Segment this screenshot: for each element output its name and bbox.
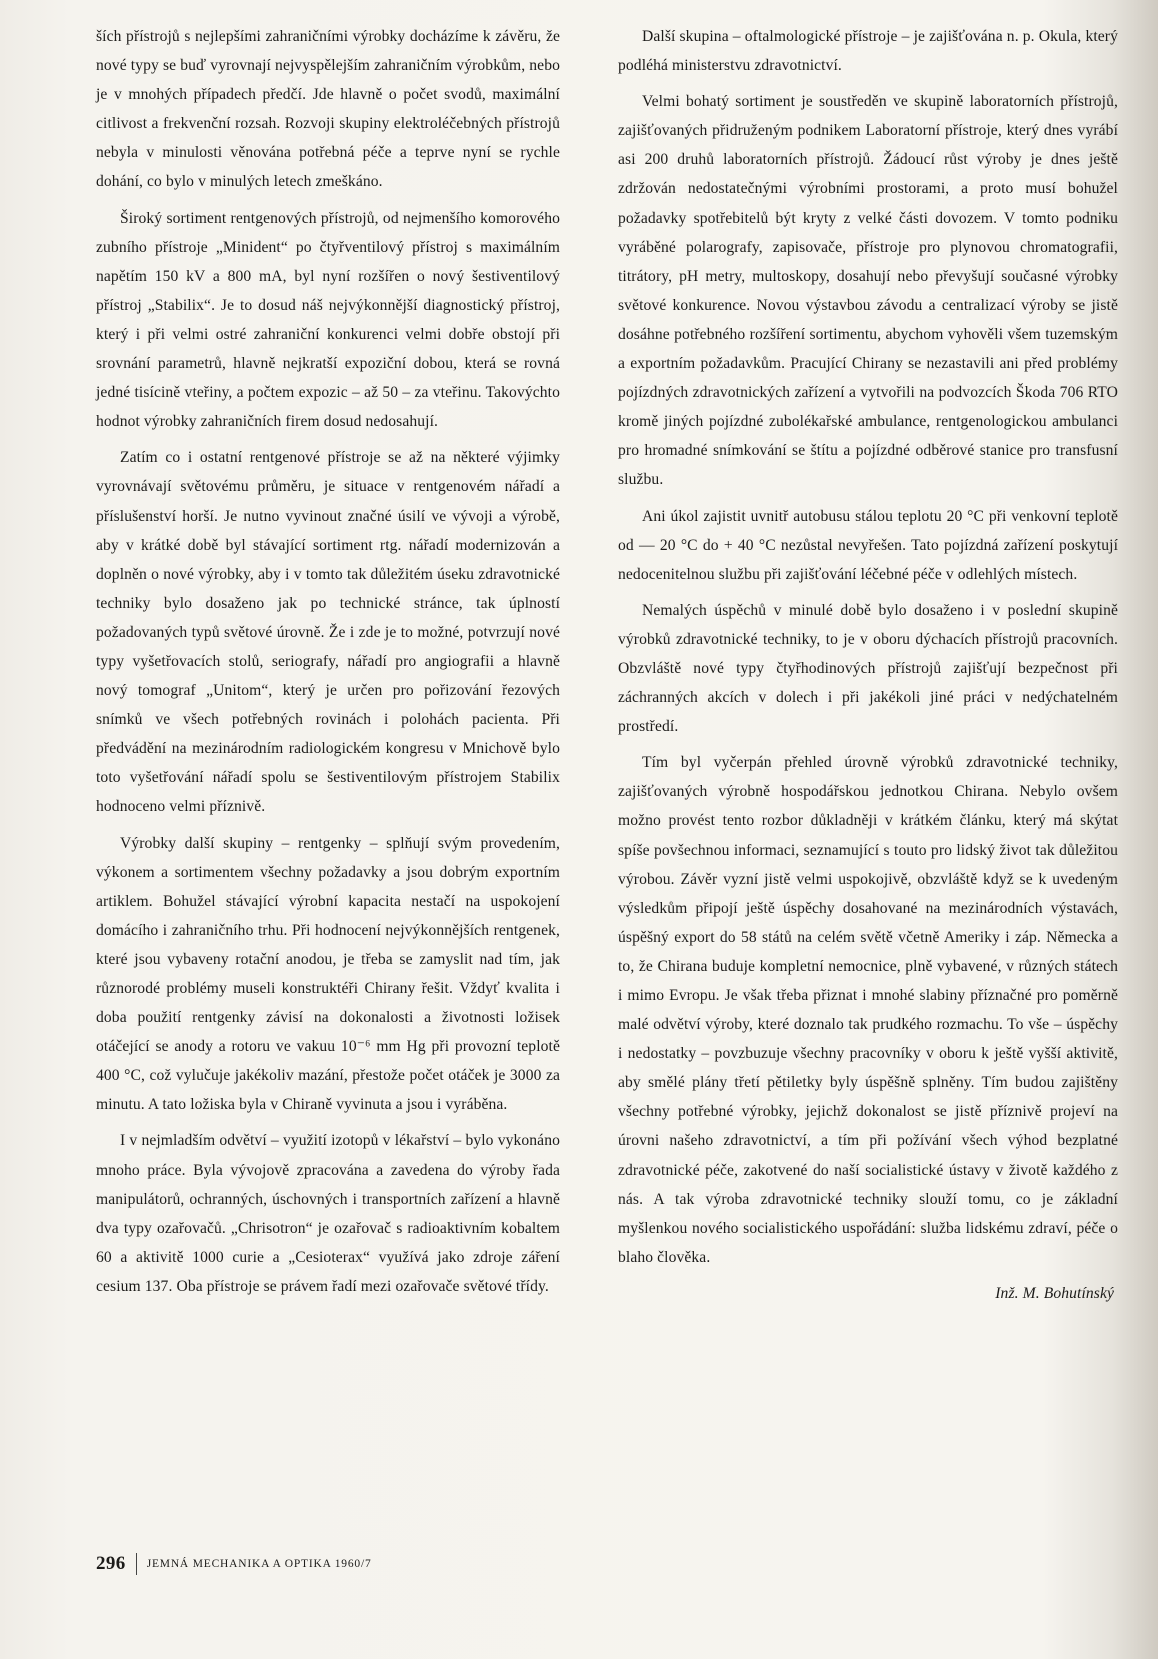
page-footer (96, 1553, 372, 1575)
paragraph: ších přístrojů s nejlepšími zahraničními výrobky docházíme k závěru, že nové typy se buď vyrovnají nejvyspělejším zahraničním výrobkům, nebo je v mnohých případech předčí. Jde hlavně o počet svodů, maximální citlivost a frekvenční rozsah. Rozvoji skupiny elektroléčebných přístrojů nebyla v minulosti věnována potřebná péče a teprve nyní se rychle dohání, co bylo v minulých letech zmeškáno. (96, 28, 560, 191)
author-signature: Inž. M. Bohutínský (995, 1284, 1114, 1302)
left-column (96, 22, 560, 1308)
paragraph: I v nejmladším odvětví – využití izotopů v lékařství – bylo vykonáno mnoho práce. Byla vývojově zpracována a zavedena do výroby řada manipulátorů, ochranných, úschovných i transportních zařízení a hlavně dva typy ozařovačů. „Chrisotron“ je ozařovač s radioaktivním kobaltem 60 a aktivitě 1000 curie a „Cesioterax“ využívá jako zdroje záření cesium 137. Oba přístroje se právem řadí mezi ozařovače světové třídy. (96, 1132, 560, 1295)
paragraph: Velmi bohatý sortiment je soustředěn ve skupině laboratorních přístrojů, zajišťovaných přidruženým podnikem Laboratorní přístroje, který dnes vyrábí asi 200 druhů laboratorních přístrojů. Žádoucí růst výroby je dnes ještě zdržován nedostatečnými výrobními prostorami, a proto musí bohužel požadavky spotřebitelů být kryty z velké části dovozem. V tomto podniku vyráběné polarografy, zapisovače, přístroje pro plynovou chromatografii, titrátory, pH metry, multoskopy, dosahují nebo převyšují současné výrobky světové konkurence. Novou výstavbou závodu a centralizací výroby se jistě dosáhne potřebného rozšíření sortimentu, abychom vyhověli všem tuzemským a exportním požadavkům. Pracující Chirany se nezastavili ani před problémy pojízdných zdravotnických zařízení a vytvořili na podvozcích Škoda 706 RTO kromě jiných pojízdné zubolékařské ambulance, rentgenologickou ambulanci pro hromadné snímkování se štítu a pojízdné odběrové stanice pro transfusní službu. (618, 93, 1118, 489)
paragraph: Výrobky další skupiny – rentgenky – splňují svým provedením, výkonem a sortimentem všechny požadavky a jsou dobrým exportním artiklem. Bohužel stávající výrobní kapacita nestačí na uspokojení domácího i zahraničního trhu. Při hodnocení nejvýkonnějších rentgenek, které jsou vybaveny rotační anodou, je třeba se zamyslit nad tím, jak různorodé problémy museli konstruktéři Chirany řešit. Vždyť kvalita i doba použití rentgenky závisí na dokonalosti a životnosti ložisek otáčející se anody a rotoru ve vakuu 10⁻⁶ mm Hg při provozní teplotě 400 °C, což vylučuje jakékoliv mazání, přestože počet otáček je 3000 za minutu. A tato ložiska byla v Chiraně vyvinuta a jsou i vyráběna. (96, 834, 560, 1114)
page-number: 296 (96, 1553, 126, 1574)
paragraph: Další skupina – oftalmologické přístroje – je zajišťována n. p. Okula, který podléhá ministerstvu zdravotnictví. (618, 28, 1118, 75)
paragraph: Ani úkol zajistit uvnitř autobusu stálou teplotu 20 °C při venkovní teplotě od — 20 °C do + 40 °C nezůstal nevyřešen. Tato pojízdná zařízení poskytují nedocenitelnou službu při zajišťování léčebné péče v odlehlých místech. (618, 507, 1118, 583)
footer-divider (136, 1553, 137, 1575)
journal-title: JEMNÁ MECHANIKA A OPTIKA 1960/7 (146, 1558, 372, 1570)
right-column (618, 22, 1118, 1315)
paragraph: Široký sortiment rentgenových přístrojů, od nejmenšího komorového zubního přístroje „Minident“ po čtyřventilový přístroj s maximálním napětím 150 kV a 800 mA, byl nyní rozšířen o nový šestiventilový přístroj „Stabilix“. Je to dosud náš nejvýkonnější diagnostický přístroj, který i při velmi ostré zahraniční konkurenci velmi dobře obstojí při srovnání parametrů, hlavně nejkratší expoziční dobou, která se rovná jedné tisícině vteřiny, a počtem expozic – až 50 – za vteřinu. Takovýchto hodnot výrobky zahraničních firem dosud nedosahují. (96, 209, 560, 431)
paragraph: Nemalých úspěchů v minulé době bylo dosaženo i v poslední skupině výrobků zdravotnické techniky, to je v oboru dýchacích přístrojů pracovních. Obzvláště nové typy čtyřhodinových přístrojů zajišťují bezpečnost při záchranných akcích v dolech i při jakékoli jiné práci v nedýchatelném prostředí. (618, 601, 1118, 736)
paragraph: Zatím co i ostatní rentgenové přístroje se až na některé výjimky vyrovnávají světovému průměru, je situace v rentgenovém nářadí a příslušenství horší. Je nutno vyvinout značné úsilí ve vývoji a výrobě, aby v krátké době byl stávající sortiment rtg. nářadí modernizován a doplněn o nové výrobky, aby i v tomto tak důležitém úseku zdravotnické techniky bylo dosaženo jak po technické stránce, tak úplností požadovaných typů světové úrovně. Že i zde je to možné, potvrzují nové typy vyšetřovacích stolů, seriografy, nářadí pro angiografii a hlavně nový tomograf „Unitom“, který je určen pro pořizování řezových snímků ve všech potřebných rovinách i polohách pacienta. Při předvádění na mezinárodním radiologickém kongresu v Mnichově bylo toto vyšetřování nářadí spolu se šestiventilovým přístrojem Stabilix hodnoceno velmi příznivě. (96, 449, 560, 816)
paragraph: Tím byl vyčerpán přehled úrovně výrobků zdravotnické techniky, zajišťovaných výrobně hospodářskou jednotkou Chirana. Nebylo ovšem možno provést tento rozbor důkladněji v krátkém článku, který má skýtat spíše povšechnou informaci, seznamující s touto pro lidský život tak důležitou výrobou. Závěr vyzní jistě velmi uspokojivě, obzvláště když se k uvedeným výsledkům připojí ještě úspěchy dosahované na mezinárodních výstavách, úspěšný export do 58 států na celém světě včetně Ameriky i záp. Německa a to, že Chirana buduje kompletní nemocnice, plně vybavené, v různých státech i mimo Evropu. Je však třeba přiznat i mnohé slabiny příznačné pro poměrně malé odvětví výroby, které doznalo tak prudkého rozmachu. To vše – úspěchy i nedostatky – povzbuzuje všechny pracovníky v oboru k ještě vyšší aktivitě, aby smělé plány třetí pětiletky byly úspěšně splněny. Tím budou zajištěny všechny potřebné výrobky, jejichž dokonalost se jistě příznivě projeví na úrovni našeho zdravotnictví, a tím při požívání všech výhod bezplatné zdravotnické péče, zakotvené do naší socialistické ústavy v životě každého z nás. A tak výroba zdravotnické techniky slouží tomu, co je základní myšlenkou nového socialistického uspořádání: služba lidskému zdraví, péče o blaho člověka. (618, 754, 1118, 1266)
